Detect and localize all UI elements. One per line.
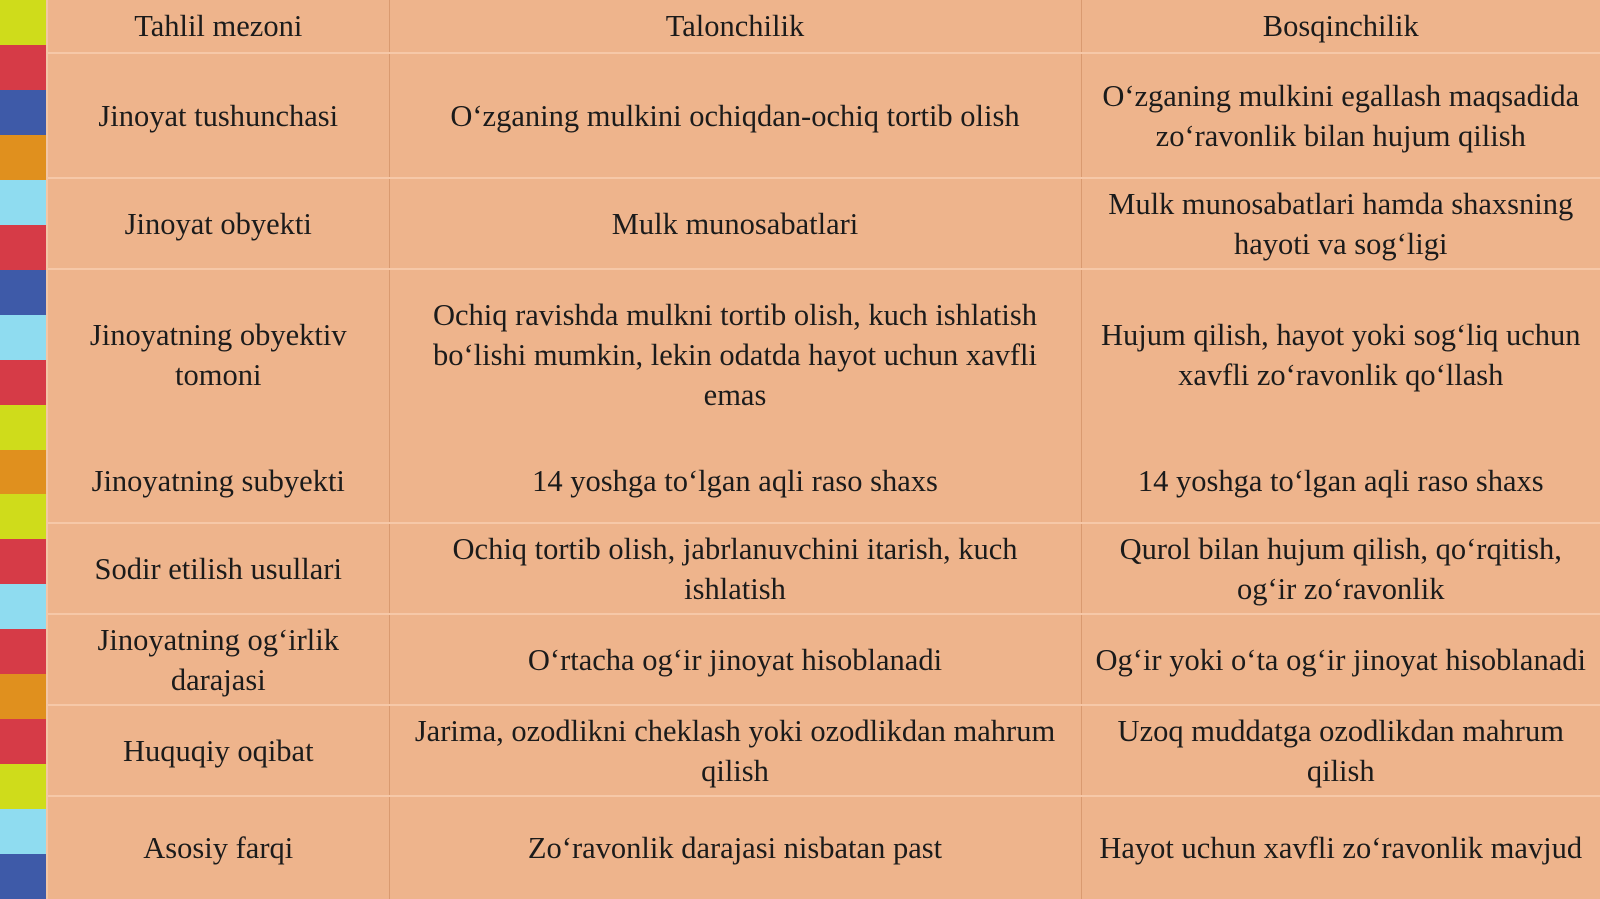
header-cell-criteria: Tahlil mezoni [134, 9, 303, 43]
stripe-block [0, 360, 46, 405]
table-row [48, 178, 1600, 269]
table-row [48, 53, 1600, 178]
talonchilik-cell: 14 yoshga to‘lgan aqli raso shaxs [389, 439, 1081, 523]
bosqinchilik-cell: Hayot uchun xavfli zo‘ravonlik mavjud [1081, 796, 1600, 899]
stripe-block [0, 809, 46, 854]
criteria-cell: Asosiy farqi [48, 796, 389, 899]
criteria-cell: Huquqiy oqibat [48, 705, 389, 796]
talonchilik-cell: Jarima, ozodlikni cheklash yoki ozodlikdan mahrum qilish [389, 705, 1081, 796]
criteria-cell: Jinoyatning og‘irlik darajasi [48, 614, 389, 705]
talonchilik-cell: O‘zganing mulkini ochiqdan-ochiq tortib olish [389, 53, 1081, 178]
talonchilik-cell: Ochiq ravishda mulkni tortib olish, kuch ishlatish bo‘lishi mumkin, lekin odatda hayot uchun xavfli emas [389, 269, 1081, 439]
talonchilik-cell: O‘rtacha og‘ir jinoyat hisoblanadi [389, 614, 1081, 705]
table-row [48, 614, 1600, 705]
stripe-block [0, 854, 46, 899]
stripe-block [0, 450, 46, 495]
table-row [48, 523, 1600, 614]
talonchilik-cell: Mulk munosabatlari [389, 178, 1081, 269]
bosqinchilik-cell: Mulk munosabatlari hamda shaxsning hayoti va sog‘ligi [1081, 178, 1600, 269]
stripe-block [0, 90, 46, 135]
talonchilik-cell: Ochiq tortib olish, jabrlanuvchini itarish, kuch ishlatish [389, 523, 1081, 614]
talonchilik-cell: Zo‘ravonlik darajasi nisbatan past [389, 796, 1081, 899]
stripe-block [0, 315, 46, 360]
bosqinchilik-cell: O‘zganing mulkini egallash maqsadida zo‘ravonlik bilan hujum qilish [1081, 53, 1600, 178]
stripe-block [0, 180, 46, 225]
bosqinchilik-cell: Uzoq muddatga ozodlikdan mahrum qilish [1081, 705, 1600, 796]
stripe-block [0, 135, 46, 180]
table-row [48, 705, 1600, 796]
table-row [48, 269, 1600, 439]
criteria-cell: Jinoyat obyekti [48, 178, 389, 269]
table-row [48, 439, 1600, 523]
header-cell-talonchilik: Talonchilik [389, 0, 1081, 53]
stripe-block [0, 719, 46, 764]
header-cell-bosqinchilik: Bosqinchilik [1081, 0, 1600, 53]
stripe-block [0, 584, 46, 629]
criteria-cell: Jinoyatning obyektiv tomoni [48, 269, 389, 439]
criteria-cell: Jinoyatning subyekti [91, 463, 345, 498]
stripe-block [0, 405, 46, 450]
stripe-block [0, 539, 46, 584]
bosqinchilik-cell: Hujum qilish, hayot yoki sog‘liq uchun xavfli zo‘ravonlik qo‘llash [1081, 269, 1600, 439]
criteria-cell: Sodir etilish usullari [48, 523, 389, 614]
decorative-color-stripe [0, 0, 46, 899]
table-row [48, 796, 1600, 899]
bosqinchilik-cell: Qurol bilan hujum qilish, qo‘rqitish, og‘ir zo‘ravonlik [1081, 523, 1600, 614]
stripe-block [0, 225, 46, 270]
comparison-table [48, 0, 1600, 899]
bosqinchilik-cell: 14 yoshga to‘lgan aqli raso shaxs [1081, 439, 1600, 523]
stripe-block [0, 629, 46, 674]
stripe-block [0, 494, 46, 539]
header-row [48, 0, 1600, 53]
stripe-block [0, 764, 46, 809]
bosqinchilik-cell: Og‘ir yoki o‘ta og‘ir jinoyat hisoblanadi [1081, 614, 1600, 705]
stripe-block [0, 0, 46, 45]
criteria-cell: Jinoyat tushunchasi [48, 53, 389, 178]
stripe-block [0, 674, 46, 719]
stripe-block [0, 270, 46, 315]
stripe-block [0, 45, 46, 90]
